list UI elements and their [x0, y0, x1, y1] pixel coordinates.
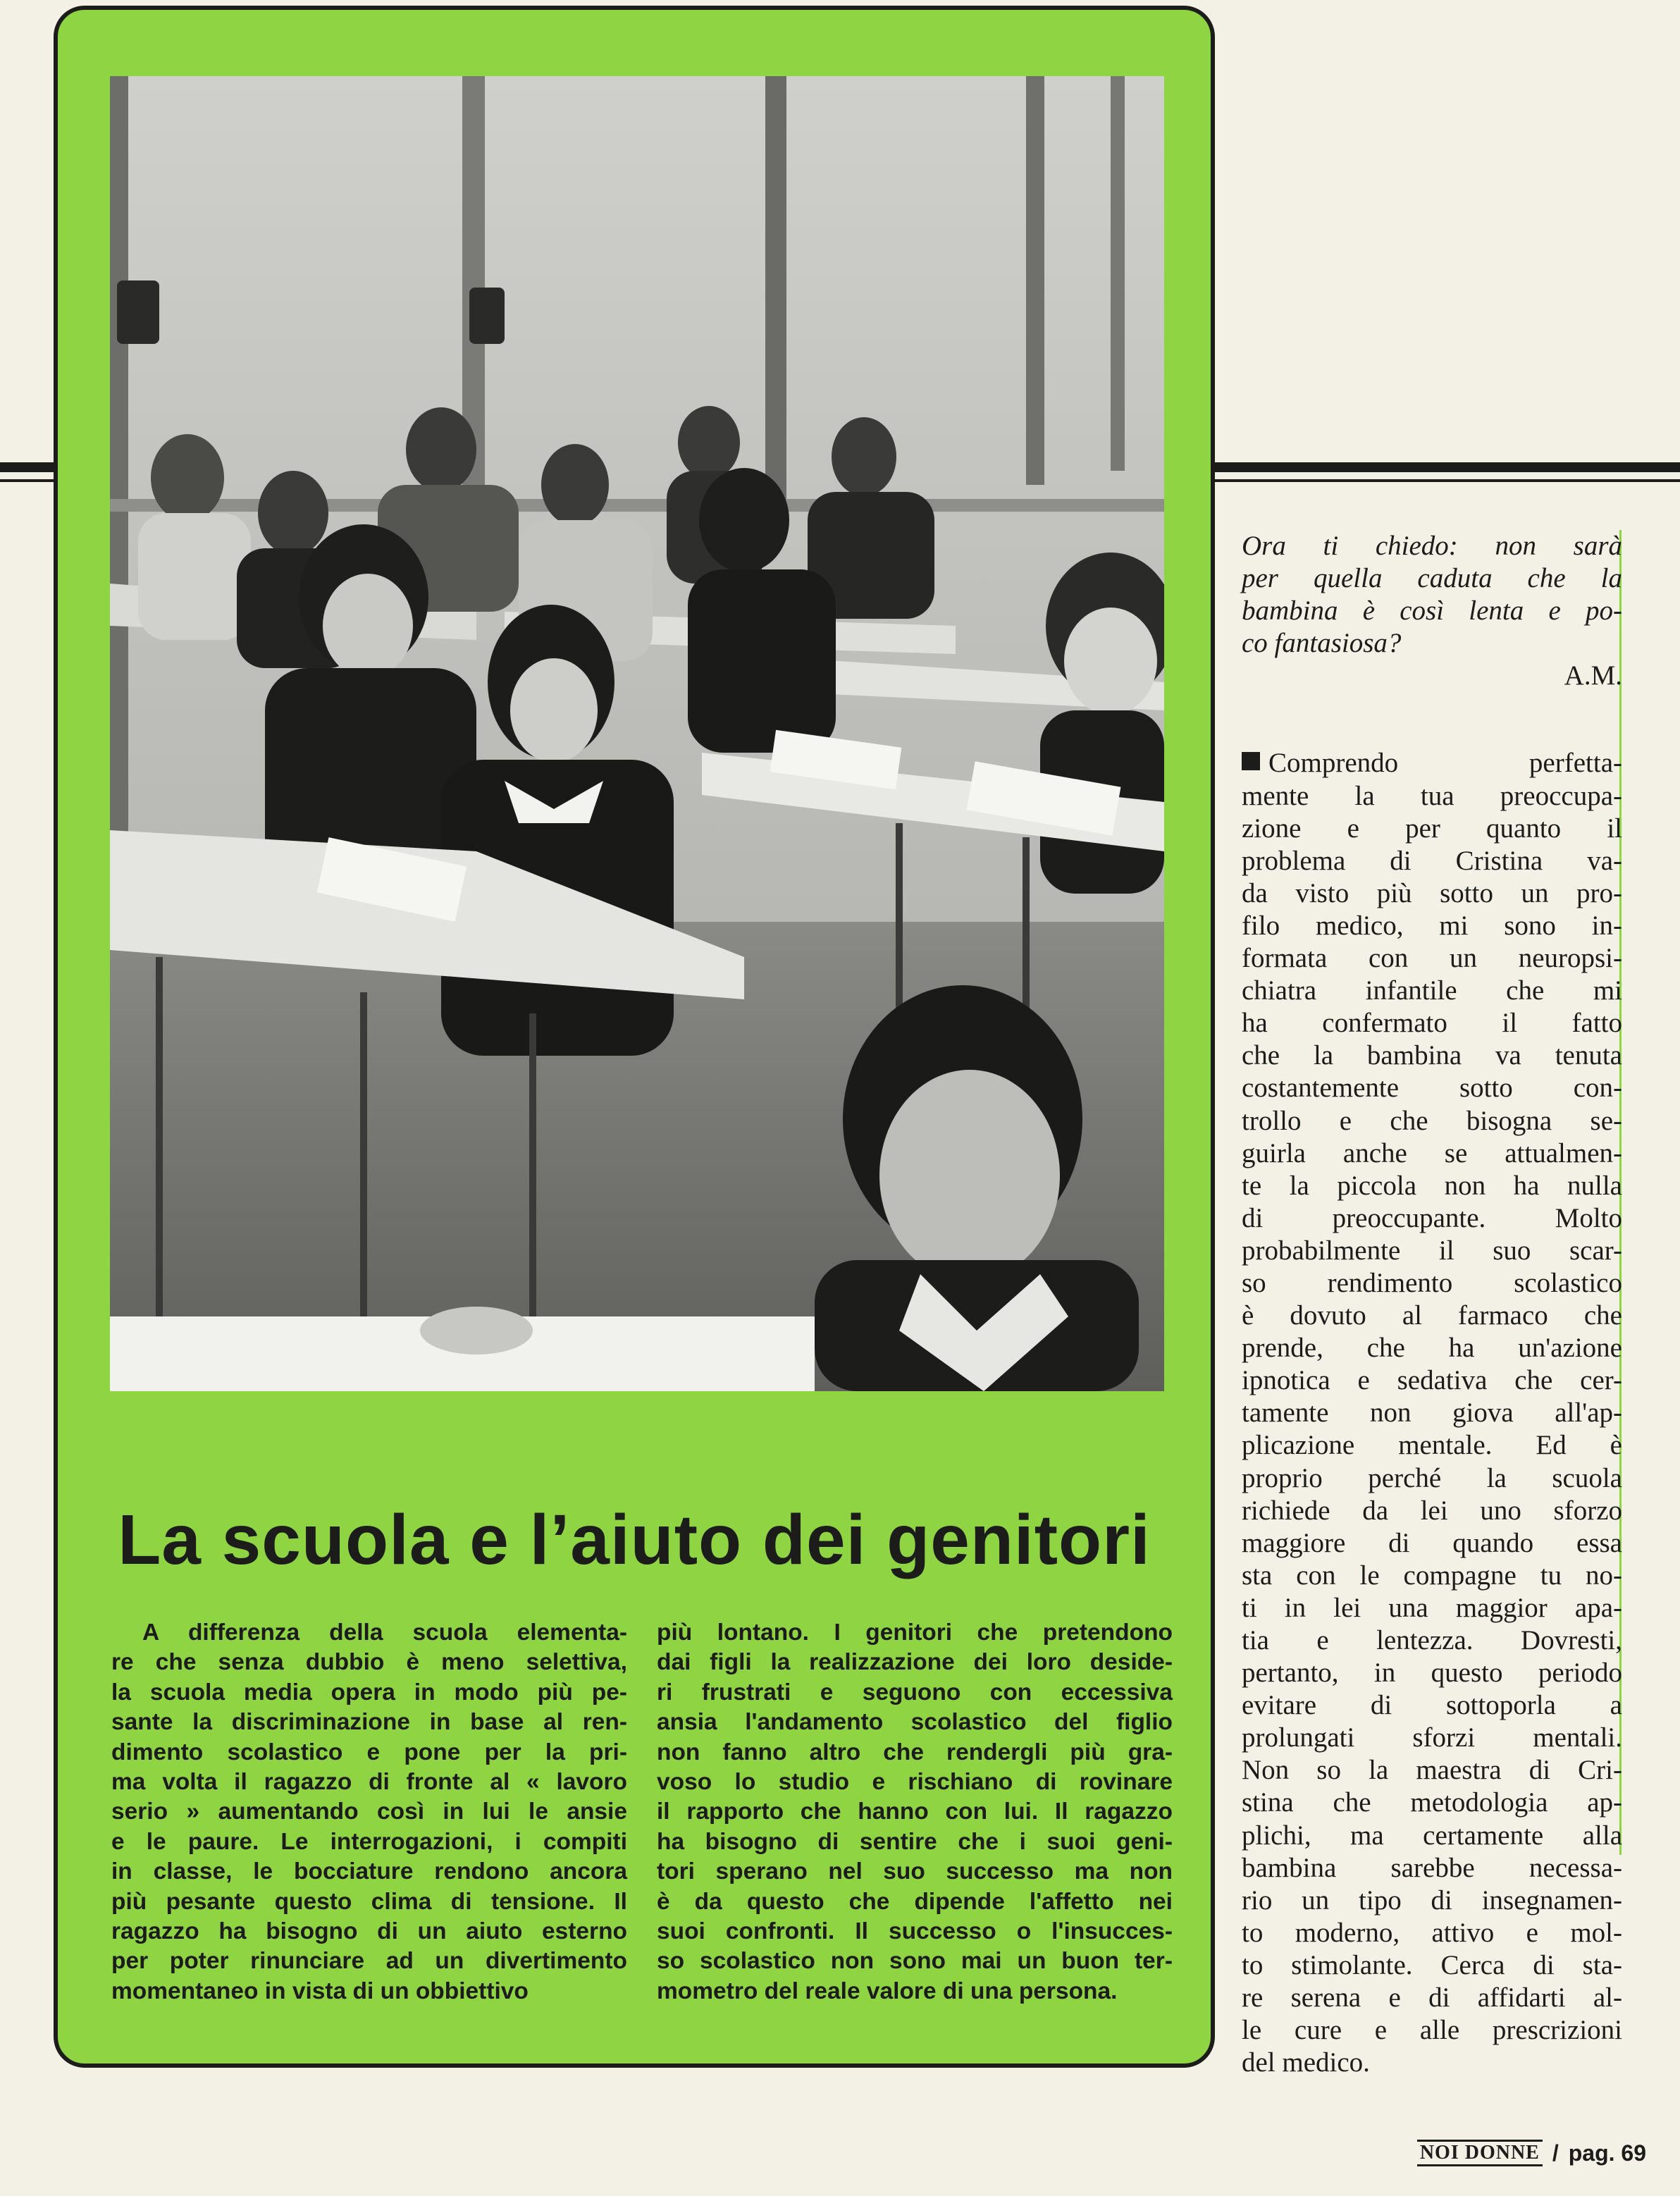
column-left-line: dimento scolastico e pone per la pri-: [111, 1739, 627, 1765]
answer-line: prolungati sforzi mentali.: [1242, 1722, 1622, 1753]
answer-line: richiede da lei uno sforzo: [1242, 1495, 1622, 1526]
column-right-line: ansia l'andamento scolastico del figlio: [657, 1709, 1173, 1736]
column-left-line: in classe, le bocciature rendono ancora: [111, 1858, 627, 1885]
column-right-line: mometro del reale valore di una persona.: [657, 1978, 1118, 2004]
answer-line: pertanto, in questo periodo: [1242, 1658, 1622, 1689]
article-column-left: [111, 1618, 627, 2006]
answer-line: è dovuto al farmaco che: [1242, 1300, 1622, 1331]
answer-line: tia e lentezza. Dovresti,: [1242, 1625, 1622, 1655]
column-left-line: più pesante questo clima di tensione. Il: [111, 1888, 627, 1915]
answer-line: plichi, ma certamente alla: [1242, 1820, 1622, 1851]
column-left-line: la scuola media opera in modo più pe-: [111, 1679, 627, 1705]
answer-line: ipnotica e sedativa che cer-: [1242, 1365, 1622, 1396]
column-right-line: ha bisogno di sentire che i suoi geni-: [657, 1828, 1173, 1855]
answer-line: di preoccupante. Molto: [1242, 1202, 1622, 1233]
column-right-line: il rapporto che hanno con lui. Il ragazzo: [657, 1799, 1173, 1825]
editor-answer: [1242, 747, 1622, 2079]
square-bullet-icon: [1242, 752, 1260, 770]
column-left-line: A differenza della scuola elementa-: [142, 1620, 627, 1646]
answer-line: problema di Cristina va-: [1242, 845, 1622, 876]
answer-line: ti in lei una maggior apa-: [1242, 1592, 1622, 1623]
question-line: bambina è così lenta e po-: [1242, 596, 1622, 627]
answer-line: chiatra infantile che mi: [1242, 975, 1622, 1006]
question-line: per quella caduta che la: [1242, 563, 1622, 594]
answer-line: sta con le compagne tu no-: [1242, 1560, 1622, 1591]
answer-line: maggiore di quando essa: [1242, 1527, 1622, 1558]
column-left-line: ragazzo ha bisogno di un aiuto esterno: [111, 1918, 627, 1945]
answer-line: so rendimento scolastico: [1242, 1267, 1622, 1298]
left-rule: [0, 462, 56, 491]
column-right-line: ri frustrati e seguono con eccessiva: [657, 1679, 1173, 1705]
column-left-line: per poter rinunciare ad un divertimento: [111, 1948, 627, 1975]
answer-line: bambina sarebbe necessa-: [1242, 1852, 1622, 1883]
question-line: co fantasiosa?: [1242, 628, 1402, 659]
page-footer: [1417, 2140, 1646, 2166]
article-headline: La scuola e l’aiuto dei genitori: [118, 1500, 1151, 1579]
answer-line: da visto più sotto un pro-: [1242, 877, 1622, 908]
answer-line: filo medico, mi sono in-: [1242, 910, 1622, 941]
answer-line: te la piccola non ha nulla: [1242, 1170, 1622, 1201]
answer-line: del medico.: [1242, 2047, 1370, 2078]
answer-line: prende, che ha un'azione: [1242, 1333, 1622, 1364]
column-left-line: e le paure. Le interrogazioni, i compiti: [111, 1828, 627, 1855]
column-right-line: dai figli la realizzazione dei loro deside-: [657, 1649, 1173, 1676]
column-left-line: serio » aumentando così in lui le ansie: [111, 1799, 627, 1825]
classroom-photo: [110, 76, 1164, 1391]
column-right-line: suoi confronti. Il successo o l'insucces-: [657, 1918, 1173, 1945]
page-number: pag. 69: [1568, 2140, 1646, 2166]
answer-line: evitare di sottoporla a: [1242, 1690, 1622, 1721]
answer-line: formata con un neuropsi-: [1242, 943, 1622, 974]
question-line: Ora ti chiedo: non sarà: [1242, 531, 1622, 561]
column-right-line: voso lo studio e rischiano di rovinare: [657, 1769, 1173, 1796]
answer-line: proprio perché la scuola: [1242, 1462, 1622, 1493]
column-left-line: re che senza dubbio è meno selettiva,: [111, 1649, 627, 1676]
column-left-line: sante la discriminazione in base al ren-: [111, 1709, 627, 1736]
column-right-line: più lontano. I genitori che pretendono: [657, 1620, 1173, 1646]
answer-line: stina che metodologia ap-: [1242, 1787, 1622, 1818]
classroom-photo-illustration: [110, 76, 1164, 1391]
answer-line: zione e per quanto il: [1242, 813, 1622, 844]
answer-line: Comprendo perfetta-: [1242, 747, 1622, 779]
answer-line: costantemente sotto con-: [1242, 1073, 1622, 1104]
column-right-line: so scolastico non sono mai un buon ter-: [657, 1948, 1173, 1975]
answer-line: rio un tipo di insegnamen-: [1242, 1885, 1622, 1916]
right-rule: [1215, 462, 1680, 491]
answer-line: ha confermato il fatto: [1242, 1008, 1622, 1039]
answer-line: che la bambina va tenuta: [1242, 1040, 1622, 1071]
answer-line: mente la tua preoccupa-: [1242, 780, 1622, 811]
answer-line: to moderno, attivo e mol-: [1242, 1917, 1622, 1948]
answer-line: Non so la maestra di Cri-: [1242, 1755, 1622, 1786]
footer-separator: /: [1552, 2140, 1559, 2166]
answer-line: tamente non giova all'ap-: [1242, 1398, 1622, 1429]
answer-line: plicazione mentale. Ed è: [1242, 1430, 1622, 1461]
reader-question: [1242, 530, 1622, 660]
magazine-logo: NOI DONNE: [1417, 2140, 1543, 2166]
column-right-line: non fanno altro che rendergli più gra-: [657, 1739, 1173, 1765]
answer-line: trollo e che bisogna se-: [1242, 1105, 1622, 1136]
letter-column: [1242, 530, 1622, 2079]
column-right-line: tori sperano nel suo successo ma non: [657, 1858, 1173, 1885]
reader-signature: A.M.: [1564, 660, 1622, 691]
answer-line: re serena e di affidarti al-: [1242, 1982, 1622, 2013]
answer-line: le cure e alle prescrizioni: [1242, 2015, 1622, 2046]
column-left-line: momentaneo in vista di un obbiettivo: [111, 1978, 529, 2004]
article-column-right: [657, 1618, 1173, 2006]
answer-line: guirla anche se attualmen-: [1242, 1137, 1622, 1168]
column-right-line: è da questo che dipende l'affetto nei: [657, 1888, 1173, 1915]
answer-line: to stimolante. Cerca di sta-: [1242, 1949, 1622, 1980]
column-left-line: ma volta il ragazzo di fronte al « lavoro: [111, 1769, 627, 1796]
answer-line: probabilmente il suo scar-: [1242, 1235, 1622, 1266]
